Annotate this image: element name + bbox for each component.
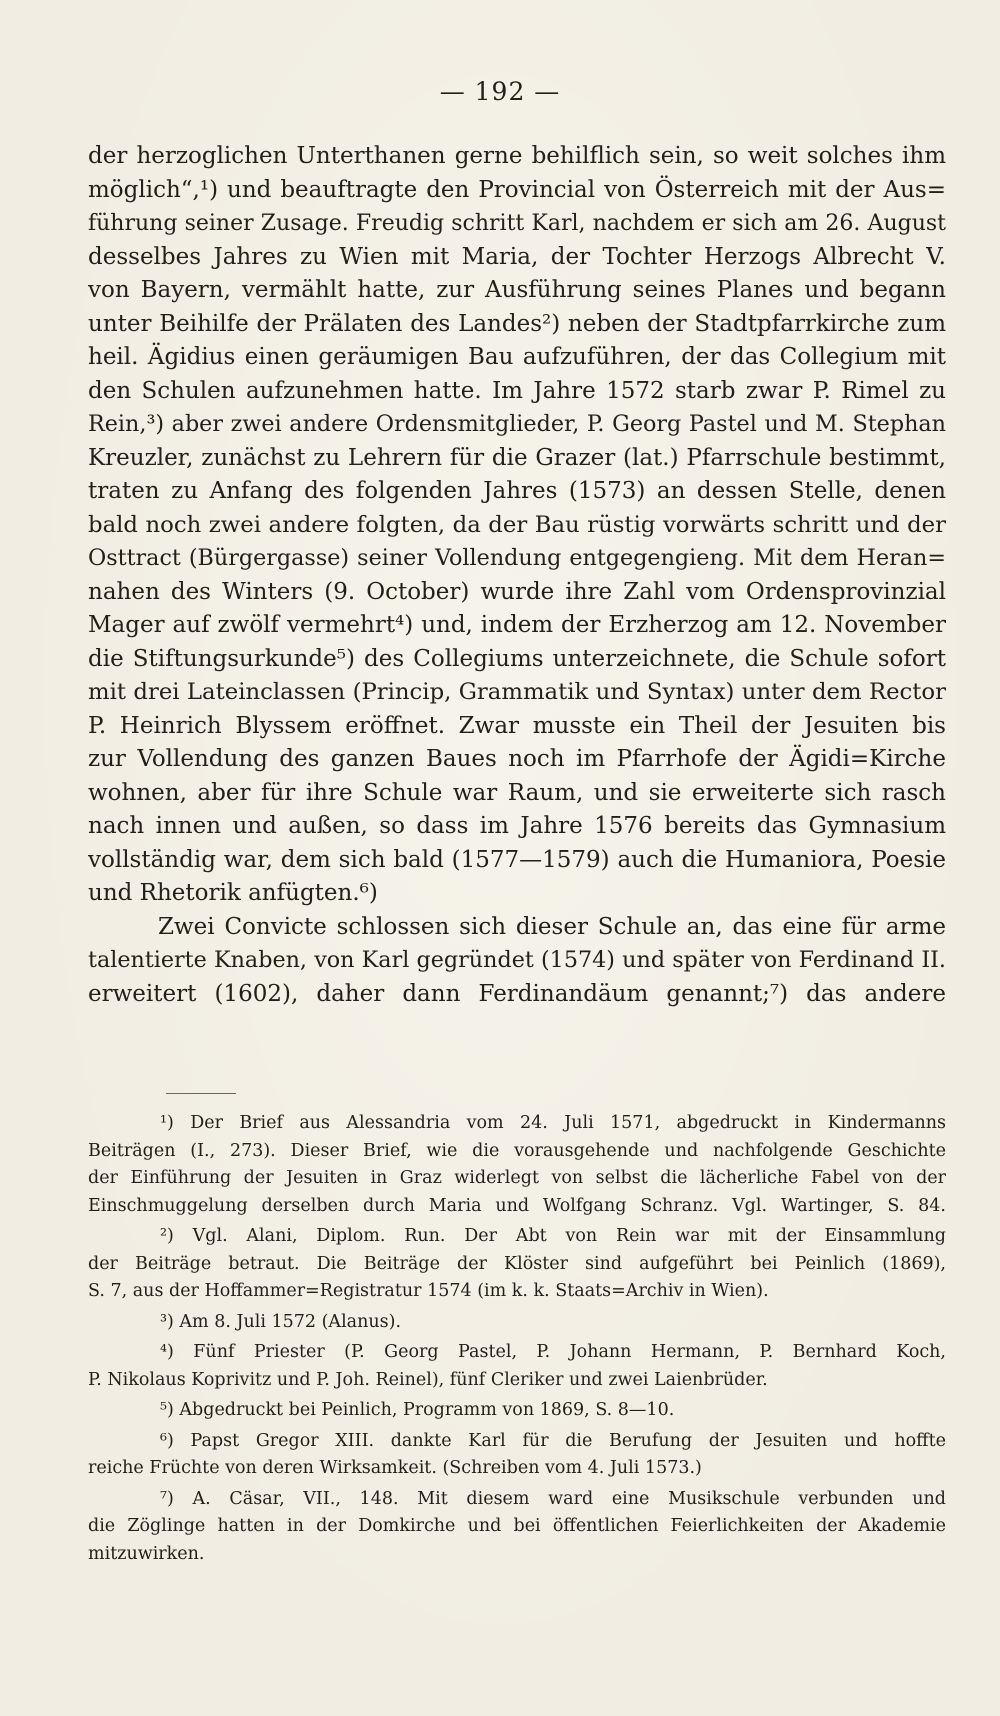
text-line-9: Rein,³) aber zwei andere Ordensmitglieder, P. Georg Pastel und M. Stephan xyxy=(88,411,946,437)
text-line-16: die Stiftungsurkunde⁵) des Collegiums unterzeichnete, die Schule sofort xyxy=(88,645,946,672)
text-line-3: führung seiner Zusage. Freudig schritt Karl, nachdem er sich am 26. August xyxy=(88,211,946,236)
text-line-19: zur Vollendung des ganzen Baues noch im Pfarrhofe der Ägidi=Kirche xyxy=(88,746,946,772)
page-number: — 192 — xyxy=(439,77,561,106)
footnote-line-2: Beiträgen (I., 273). Dieser Brief, wie die vorausgehende und nachfolgende Geschichte xyxy=(88,1140,946,1161)
footnote-line-10: P. Nikolaus Koprivitz und P. Joh. Reinel), fünf Cleriker und zwei Laienbrüder. xyxy=(88,1369,768,1390)
footnote-line-11: ⁵) Abgedruckt bei Peinlich, Programm von 1869, S. 8—10. xyxy=(160,1400,675,1420)
main-text xyxy=(88,140,946,1011)
footnote-line-5: ²) Vgl. Alani, Diplom. Run. Der Abt von Rein war mit der Einsammlung xyxy=(160,1226,946,1246)
text-line-5: von Bayern, vermählt hatte, zur Ausführung seines Planes und begann xyxy=(88,277,946,303)
text-line-22: vollständig war, dem sich bald (1577—1579) auch die Humaniora, Poesie xyxy=(88,846,946,873)
footnote-line-16: mitzuwirken. xyxy=(88,1543,205,1564)
text-line-1: der herzoglichen Unterthanen gerne behilflich sein, so weit solches ihm xyxy=(88,143,946,169)
text-line-7: heil. Ägidius einen geräumigen Bau aufzuführen, der das Collegium mit xyxy=(88,344,946,370)
text-line-25: talentierte Knaben, von Karl gegründet (1574) und später von Ferdinand II. xyxy=(88,947,946,973)
footnote-line-6: der Beiträge betraut. Die Beiträge der Klöster sind aufgeführt bei Peinlich (1869), xyxy=(88,1253,946,1274)
footnotes xyxy=(88,1110,946,1568)
text-line-8: den Schulen aufzunehmen hatte. Im Jahre 1572 starb zwar P. Rimel zu xyxy=(88,377,946,404)
text-line-24: Zwei Convicte schlossen sich dieser Schule an, das eine für arme xyxy=(158,913,946,940)
footnote-line-7: S. 7, aus der Hoffammer=Registratur 1574 (im k. k. Staats=Archiv in Wien). xyxy=(88,1281,769,1301)
footnote-line-13: reiche Früchte von deren Wirksamkeit. (Schreiben vom 4. Juli 1573.) xyxy=(88,1458,702,1478)
footnote-separator xyxy=(166,1093,236,1094)
text-line-23: und Rhetorik anfügten.⁶) xyxy=(88,880,378,906)
footnote-line-1: ¹) Der Brief aus Alessandria vom 24. Juli 1571, abgedruckt in Kindermanns xyxy=(160,1113,946,1133)
footnote-line-12: ⁶) Papst Gregor XIII. dankte Karl für die Berufung der Jesuiten und hoffte xyxy=(160,1430,946,1451)
text-line-6: unter Beihilfe der Prälaten des Landes²) neben der Stadtpfarrkirche zum xyxy=(88,310,946,337)
footnote-line-3: der Einführung der Jesuiten in Graz widerlegt von selbst die lächerliche Fabel von der xyxy=(88,1168,946,1188)
text-line-10: Kreuzler, zunächst zu Lehrern für die Grazer (lat.) Pfarrschule bestimmt, xyxy=(88,444,946,471)
text-line-2: möglich“,¹) und beauftragte den Provincial von Österreich mit der Aus= xyxy=(88,176,946,203)
footnote-line-14: ⁷) A. Cäsar, VII., 148. Mit diesem ward eine Musikschule verbunden und xyxy=(160,1488,946,1509)
text-line-20: wohnen, aber für ihre Schule war Raum, und sie erweiterte sich rasch xyxy=(88,779,946,806)
text-line-4: desselbes Jahres zu Wien mit Maria, der Tochter Herzogs Albrecht V. xyxy=(88,243,946,270)
text-line-18: P. Heinrich Blyssem eröffnet. Zwar musste ein Theil der Jesuiten bis xyxy=(88,712,946,739)
text-line-15: Mager auf zwölf vermehrt⁴) und, indem der Erzherzog am 12. November xyxy=(88,612,946,638)
footnote-line-15: die Zöglinge hatten in der Domkirche und bei öffentlichen Feierlichkeiten der Akademie xyxy=(88,1516,946,1536)
footnote-line-4: Einschmuggelung derselben durch Maria und Wolfgang Schranz. Vgl. Wartinger, S. 84. xyxy=(88,1195,946,1216)
text-line-11: traten zu Anfang des folgenden Jahres (1573) an dessen Stelle, denen xyxy=(88,478,946,504)
footnote-line-9: ⁴) Fünf Priester (P. Georg Pastel, P. Johann Hermann, P. Bernhard Koch, xyxy=(160,1342,946,1362)
text-line-13: Osttract (Bürgergasse) seiner Vollendung entgegengieng. Mit dem Heran= xyxy=(88,545,946,571)
text-line-14: nahen des Winters (9. October) wurde ihre Zahl vom Ordensprovinzial xyxy=(88,578,946,605)
footnote-line-8: ³) Am 8. Juli 1572 (Alanus). xyxy=(160,1311,402,1332)
text-line-26: erweitert (1602), daher dann Ferdinandäum genannt;⁷) das andere xyxy=(88,980,946,1007)
text-line-17: mit drei Lateinclassen (Princip, Grammatik und Syntax) unter dem Rector xyxy=(88,679,946,705)
text-line-21: nach innen und außen, so dass im Jahre 1576 bereits das Gymnasium xyxy=(88,813,946,839)
text-line-12: bald noch zwei andere folgten, da der Bau rüstig vorwärts schritt und der xyxy=(88,511,946,538)
